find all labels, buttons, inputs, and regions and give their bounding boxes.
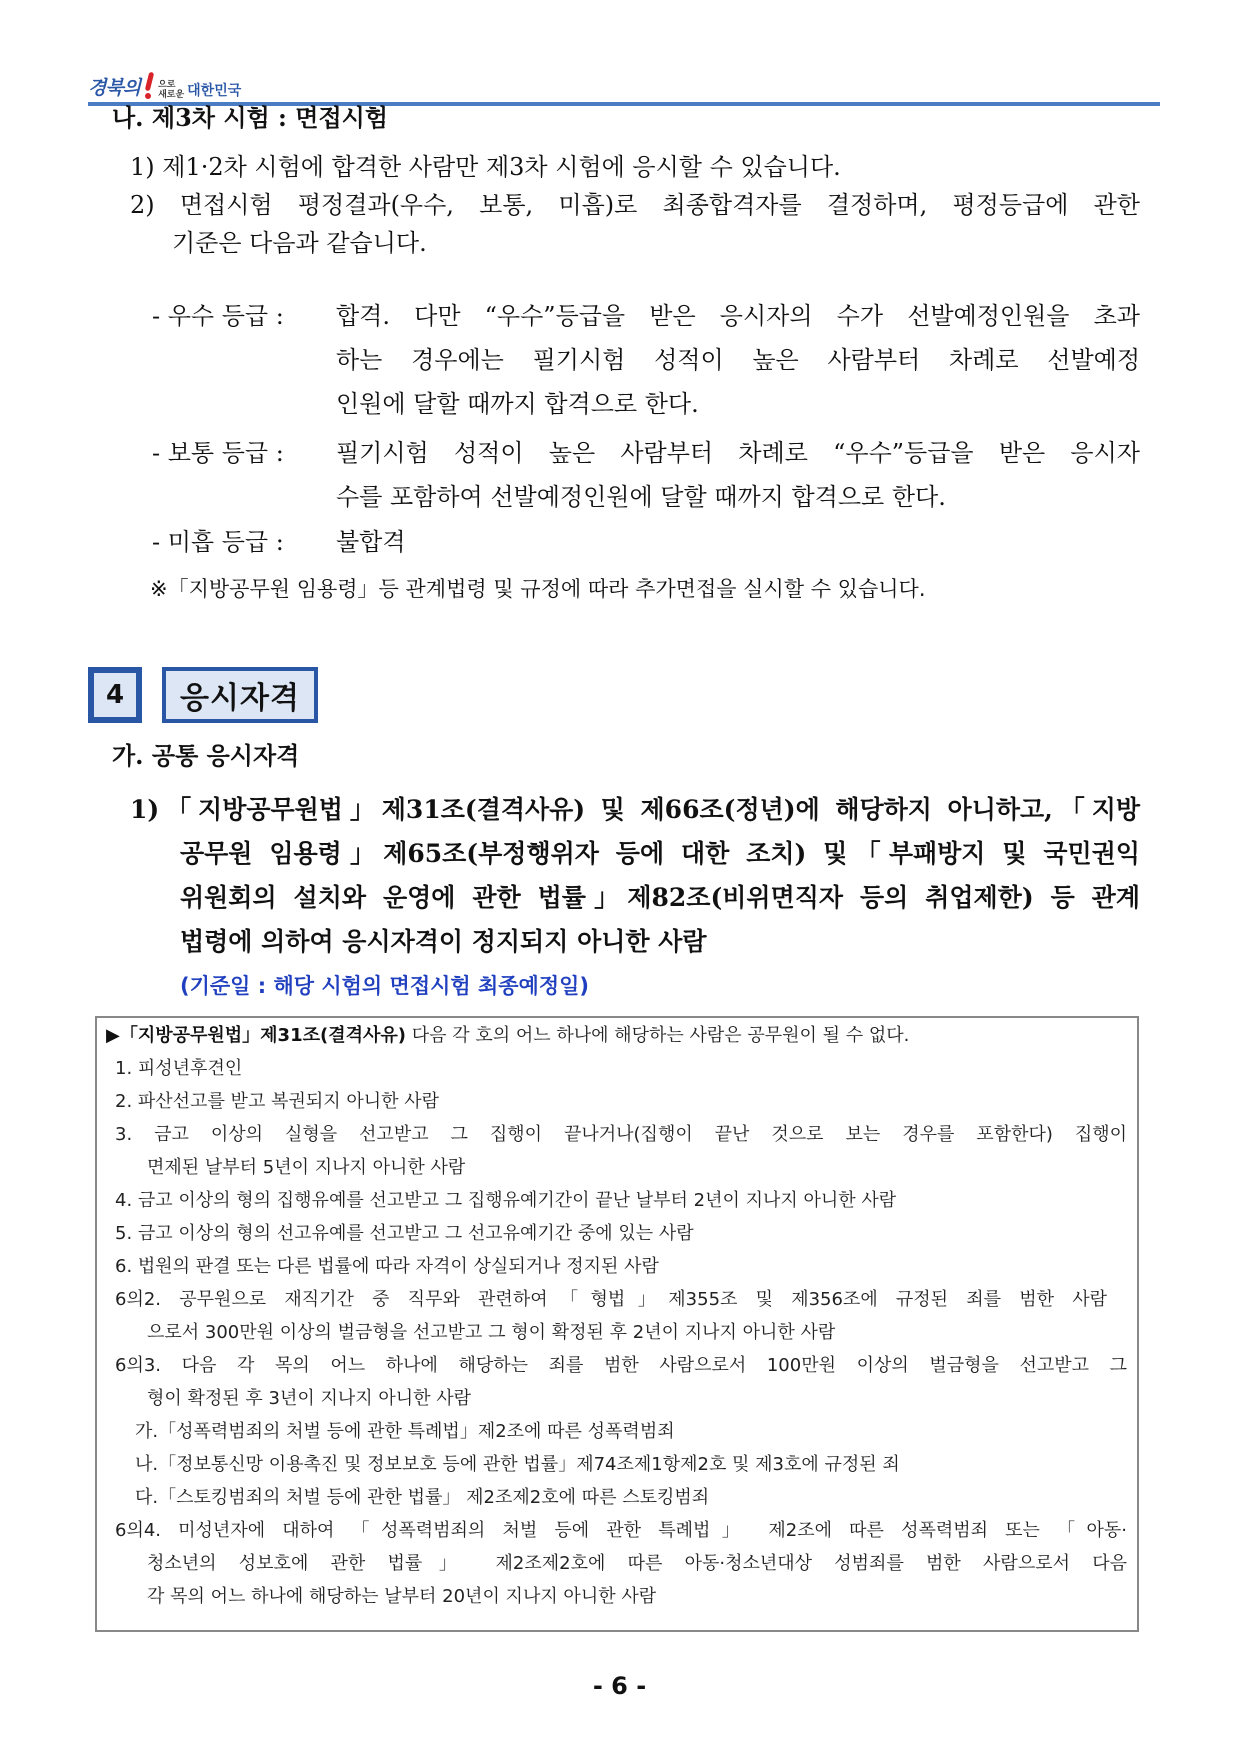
box-line-3b: 면제된 날부터 5년이 지나지 아니한 사람 xyxy=(147,1157,466,1178)
qualification-line-2: 공무원 임용령」제65조(부정행위자 등에 대한 조치) 및「부패방지 및 국민권익 xyxy=(180,839,1140,868)
box-line-6-2a: 6의2. 공무원으로 재직기간 중 직무와 관련하여「형법」제355조 및 제356조에 규정된 죄를 범한 사람 xyxy=(115,1289,1107,1310)
box-line-6-3-da: 다.「스토킹범죄의 처벌 등에 관한 법률」 제2조제2호에 따른 스토킹범죄 xyxy=(135,1487,710,1508)
box-line-4: 4. 금고 이상의 형의 집행유예를 선고받고 그 집행유예기간이 끝난 날부터 2년이 지나지 아니한 사람 xyxy=(115,1190,897,1211)
box-line-5: 5. 금고 이상의 형의 선고유예를 선고받고 그 선고유예기간 중에 있는 사람 xyxy=(115,1223,694,1244)
qualification-line-1: 1)「지방공무원법」제31조(결격사유) 및 제66조(정년)에 해당하지 아니하고,「지방 xyxy=(130,795,1140,824)
interview-heading: 나. 제3차 시험 : 면접시험 xyxy=(112,103,388,132)
common-qualification-heading: 가. 공통 응시자격 xyxy=(112,741,300,770)
normal-line-1: 필기시험 성적이 높은 사람부터 차례로 “우수”등급을 받은 응시자 xyxy=(336,439,1140,467)
excellent-line-3: 인원에 달할 때까지 합격으로 한다. xyxy=(336,390,699,418)
excellent-line-2: 하는 경우에는 필기시험 성적이 높은 사람부터 차례로 선발예정 xyxy=(336,346,1140,374)
disqualification-box xyxy=(95,1016,1139,1632)
logo-exclamation-icon xyxy=(141,70,157,100)
normal-line-2: 수를 포함하여 선발예정인원에 달할 때까지 합격으로 한다. xyxy=(336,483,946,511)
box-title-rest: 다음 각 호의 어느 하나에 해당하는 사람은 공무원이 될 수 없다. xyxy=(406,1025,910,1046)
box-line-6: 6. 법원의 판결 또는 다른 법률에 따라 자격이 상실되거나 정지된 사람 xyxy=(115,1256,659,1277)
normal-label: - 보통 등급 : xyxy=(152,439,284,467)
box-line-6-2b: 으로서 300만원 이상의 벌금형을 선고받고 그 형이 확정된 후 2년이 지나지 아니한 사람 xyxy=(147,1322,836,1343)
interview-note: ※「지방공무원 임용령」등 관계법령 및 규정에 따라 추가면접을 실시할 수 있습니다. xyxy=(150,577,926,601)
qualification-line-3: 위원회의 설치와 운영에 관한 법률」제82조(비위면직자 등의 취업제한) 등 관계 xyxy=(180,883,1140,912)
box-line-6-4b: 청소년의 성보호에 관한 법률」 제2조제2호에 따른 아동·청소년대상 성범죄를 범한 사람으로서 다음 xyxy=(147,1553,1127,1574)
box-line-6-4a: 6의4. 미성년자에 대하여 「성폭력범죄의 처벌 등에 관한 특례법」 제2조에 따른 성폭력범죄 또는 「아동· xyxy=(115,1520,1127,1541)
logo xyxy=(88,66,241,100)
section-number: 4 xyxy=(94,673,136,717)
base-date-note: (기준일 : 해당 시험의 면접시험 최종예정일) xyxy=(180,974,590,998)
box-line-6-3a: 6의3. 다음 각 목의 어느 하나에 해당하는 죄를 범한 사람으로서 100만원 이상의 벌금형을 선고받고 그 xyxy=(115,1355,1127,1376)
box-line-6-3b: 형이 확정된 후 3년이 지나지 아니한 사람 xyxy=(147,1388,471,1409)
section-title: 응시자격 xyxy=(166,671,314,719)
poor-label: - 미흡 등급 : xyxy=(152,528,284,556)
box-line-6-4c: 각 목의 어느 하나에 해당하는 날부터 20년이 지나지 아니한 사람 xyxy=(147,1586,657,1607)
qualification-line-4: 법령에 의하여 응시자격이 정지되지 아니한 사람 xyxy=(180,927,707,956)
page-header xyxy=(88,62,1160,106)
box-line-6-3-na: 나.「정보통신망 이용촉진 및 정보보호 등에 관한 법률」제74조제1항제2호 및 제3호에 규정된 죄 xyxy=(135,1454,900,1475)
box-line-6-3-ga: 가.「성폭력범죄의 처벌 등에 관한 특례법」제2조에 따른 성폭력범죄 xyxy=(135,1421,675,1442)
logo-script: 경북의 xyxy=(88,77,141,99)
box-title-bold: ▶「지방공무원법」제31조(결격사유) xyxy=(106,1025,406,1046)
box-line-1: 1. 피성년후견인 xyxy=(115,1058,243,1079)
excellent-label: - 우수 등급 : xyxy=(152,302,284,330)
box-line-3a: 3. 금고 이상의 실형을 선고받고 그 집행이 끝나거나(집행이 끝난 것으로 보는 경우를 포함한다) 집행이 xyxy=(115,1124,1127,1145)
logo-korea: 대한민국 xyxy=(187,83,242,99)
section-title-box xyxy=(162,667,318,723)
interview-item-2-line-2: 기준은 다음과 같습니다. xyxy=(172,229,427,257)
interview-item-1: 1) 제1·2차 시험에 합격한 사람만 제3차 시험에 응시할 수 있습니다. xyxy=(130,153,841,181)
excellent-line-1: 합격. 다만 “우수”등급을 받은 응시자의 수가 선발예정인원을 초과 xyxy=(336,302,1140,330)
section-number-box xyxy=(88,667,142,723)
logo-small-text: 으로 새로운 xyxy=(158,80,185,100)
box-title xyxy=(106,1024,909,1048)
page-number: - 6 - xyxy=(592,1672,647,1700)
interview-item-2-line-1: 2) 면접시험 평정결과(우수, 보통, 미흡)로 최종합격자를 결정하며, 평정등급에 관한 xyxy=(130,191,1140,219)
box-line-2: 2. 파산선고를 받고 복권되지 아니한 사람 xyxy=(115,1091,439,1112)
poor-text: 불합격 xyxy=(336,528,406,556)
